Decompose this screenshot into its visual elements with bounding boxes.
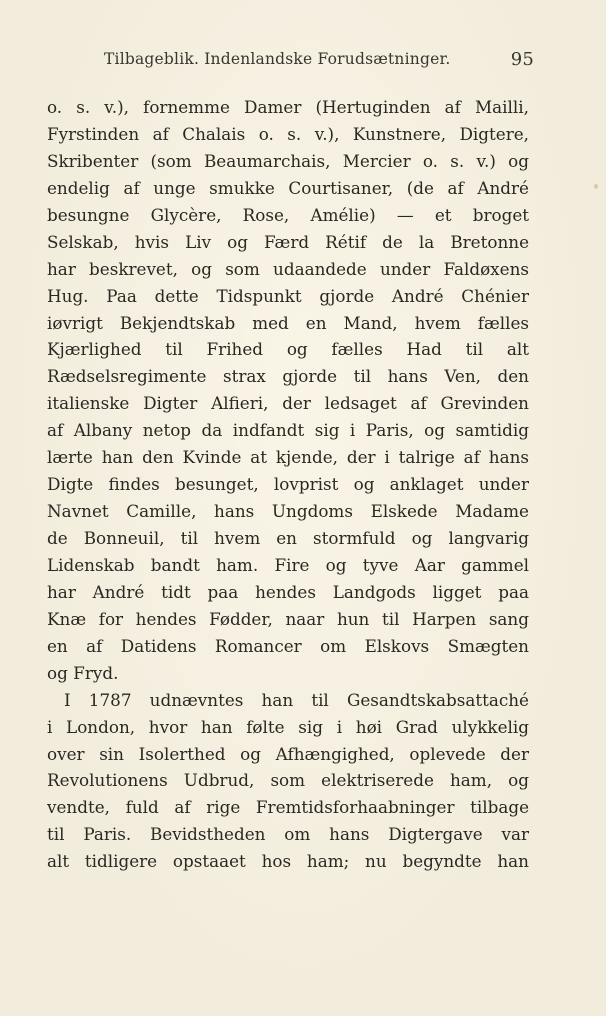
text-line: alt tidligere opstaaet hos ham; nu begyndte han: [47, 851, 529, 872]
text-line: Digte findes besunget, lovprist og anklaget under: [47, 474, 529, 495]
text-line: besungne Glycère, Rose, Amélie) — et broget: [47, 204, 529, 225]
text-line: Knæ for hendes Fødder, naar hun til Harpen sang: [47, 608, 529, 629]
text-line: til Paris. Bevidstheden om hans Digtergave var: [47, 824, 529, 845]
text-line: og Fryd.: [47, 662, 119, 683]
text-line: af Albany netop da indfandt sig i Paris, og samtidig: [47, 420, 529, 441]
text-line: Kjærlighed til Frihed og fælles Had til alt: [47, 339, 529, 360]
text-line: Revolutionens Udbrud, som elektriserede ham, og: [47, 770, 529, 791]
text-line: en af Datidens Romancer om Elskovs Smægten: [47, 635, 529, 656]
text-line: Fyrstinden af Chalais o. s. v.), Kunstnere, Digtere,: [47, 123, 529, 144]
text-line: Selskab, hvis Liv og Færd Rétif de la Bretonne: [47, 231, 529, 252]
text-line: har beskrevet, og som udaandede under Faldøxens: [47, 258, 529, 279]
running-title: Tilbageblik. Indenlandske Forudsætninger.: [104, 50, 451, 68]
text-line: vendte, fuld af rige Fremtidsforhaabninger tilbage: [47, 797, 529, 818]
text-line: har André tidt paa hendes Landgods ligget paa: [47, 581, 529, 602]
page-number: 95: [510, 49, 534, 70]
text-line: Skribenter (som Beaumarchais, Mercier o. s. v.) og: [47, 150, 529, 171]
text-line: Rædselsregimente strax gjorde til hans Ven, den: [47, 366, 529, 387]
body-text: [47, 94, 529, 875]
text-line: over sin Isolerthed og Afhængighed, oplevede der: [47, 743, 529, 764]
text-line: I 1787 udnævntes han til Gesandtskabsattaché: [64, 689, 529, 710]
text-line: endelig af unge smukke Courtisaner, (de af André: [47, 177, 529, 198]
text-line: Hug. Paa dette Tidspunkt gjorde André Chénier: [47, 285, 529, 306]
text-line: Lidenskab bandt ham. Fire og tyve Aar gammel: [47, 554, 529, 575]
text-line: Navnet Camille, hans Ungdoms Elskede Madame: [47, 501, 529, 522]
text-line: iøvrigt Bekjendtskab med en Mand, hvem fælles: [47, 312, 529, 333]
text-line: italienske Digter Alfieri, der ledsaget af Grevinden: [47, 393, 529, 414]
text-line: lærte han den Kvinde at kjende, der i talrige af hans: [47, 447, 529, 468]
text-line: i London, hvor han følte sig i høi Grad ulykkelig: [47, 716, 529, 737]
text-line: o. s. v.), fornemme Damer (Hertuginden af Mailli,: [47, 97, 529, 117]
page-header: [104, 50, 534, 72]
paper-speck: [594, 184, 598, 189]
text-line: de Bonneuil, til hvem en stormfuld og langvarig: [47, 528, 529, 548]
